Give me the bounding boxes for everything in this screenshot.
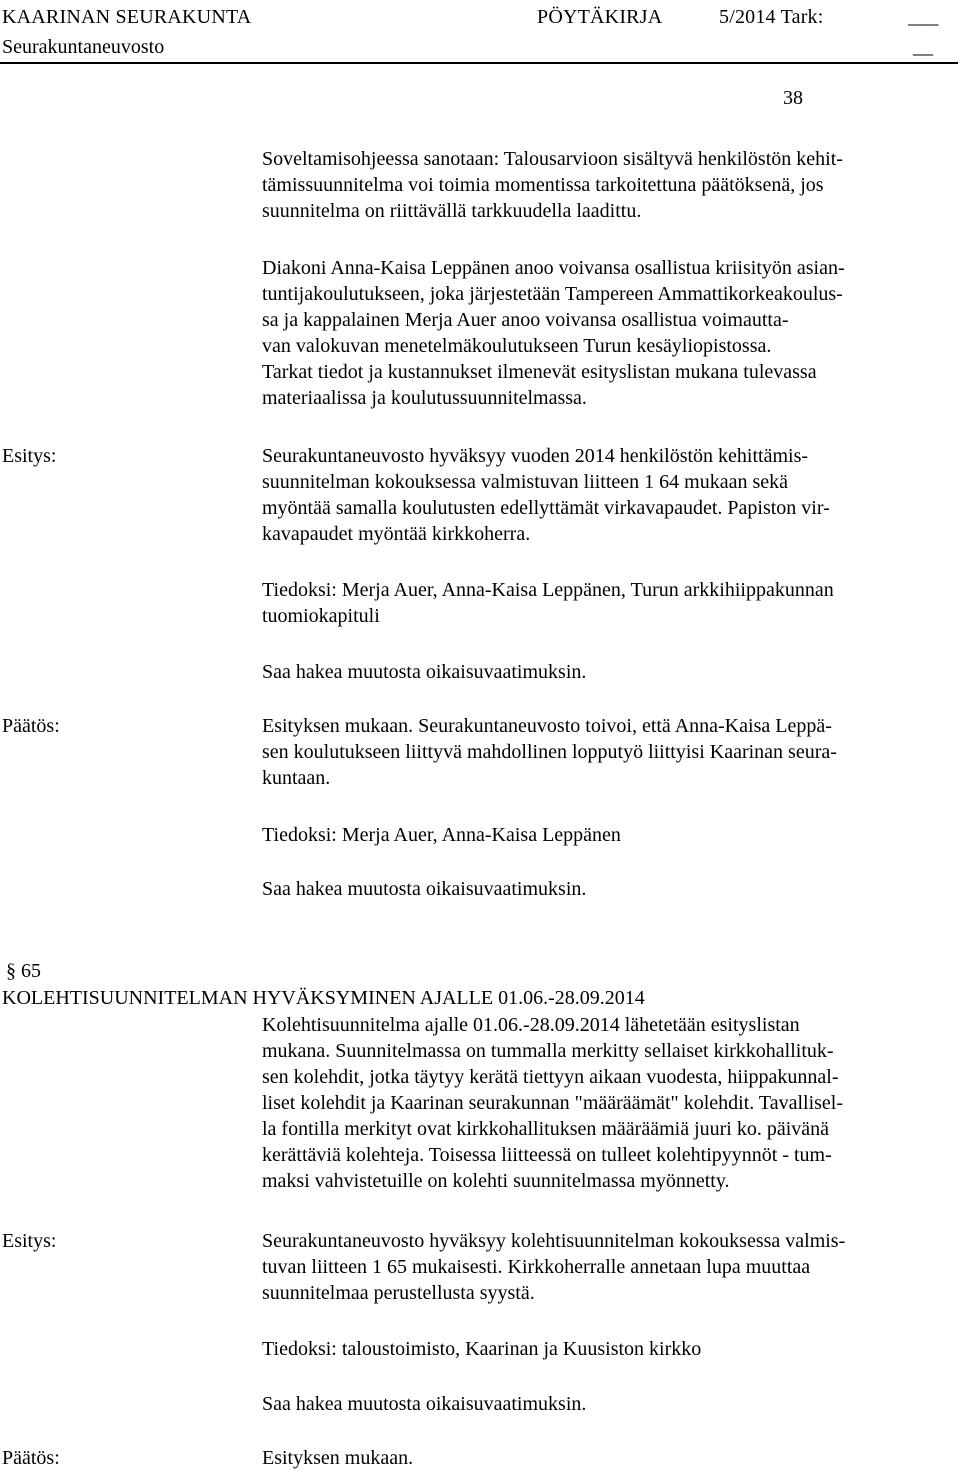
appeal-notice: Saa hakea muutosta oikaisuvaatimuksin. (262, 661, 587, 683)
decision-label-2: Päätös: (2, 1447, 60, 1469)
section-title: KOLEHTISUUNNITELMAN HYVÄKSYMINEN AJALLE 01.06.-28.09.2014 (2, 987, 645, 1009)
section-number: 65 (21, 960, 41, 982)
section-symbol: § (6, 960, 16, 982)
header-rule (0, 62, 958, 64)
notice-recipients: Tiedoksi: Merja Auer, Anna-Kaisa Leppänen, Turun arkkihiippakunnan tuomiokapituli (262, 579, 834, 627)
document-number: 5/2014 Tark: (719, 6, 824, 28)
page-number: 38 (783, 87, 803, 109)
training-request-paragraph: Diakoni Anna-Kaisa Leppänen anoo voivansa osallistua kriisityön asian- tuntijakoulutukseen, joka järjestetään Tampereen Ammattikorkeakoulus- sa ja kappalainen Merja Auer anoo voivansa osallistua voimautta- van valokuvan menetelmäkoulutukseen Turun kesäyliopistossa. Tarkat tiedot ja kustannukset ilmenevät esityslistan mukana tulevassa materiaalissa ja koulutussuunnitelmassa. (262, 257, 845, 409)
proposal-text-2: Seurakuntaneuvosto hyväksyy kolehtisuunnitelman kokouksessa valmis- tuvan liitteen 1 65 mukaisesti. Kirkkoherralle annetaan lupa muuttaa suunnitelmaa perustellusta syystä. (262, 1230, 846, 1304)
body-name: Seurakuntaneuvosto (2, 36, 165, 58)
decision-text: Esityksen mukaan. Seurakuntaneuvosto toivoi, että Anna-Kaisa Leppä- sen koulutukseen liittyvä mahdollinen lopputyö liittyisi Kaarinan seura- kuntaan. (262, 715, 837, 789)
proposal-label-2: Esitys: (2, 1230, 57, 1252)
document-type: PÖYTÄKIRJA (537, 6, 663, 28)
decision-label: Päätös: (2, 715, 60, 737)
parish-name: KAARINAN SEURAKUNTA (2, 6, 252, 28)
appeal-notice-3: Saa hakea muutosta oikaisuvaatimuksin. (262, 1393, 587, 1415)
inspection-blank: ___ (908, 6, 939, 28)
section-heading (6, 958, 41, 984)
notice-recipients-3: Tiedoksi: taloustoimisto, Kaarinan ja Kuusiston kirkko (262, 1338, 702, 1360)
decision-text-2: Esityksen mukaan. (262, 1447, 414, 1469)
notice-recipients-2: Tiedoksi: Merja Auer, Anna-Kaisa Leppänen (262, 824, 621, 846)
proposal-label: Esitys: (2, 445, 57, 467)
collection-plan-paragraph: Kolehtisuunnitelma ajalle 01.06.-28.09.2014 lähetetään esityslistan mukana. Suunnitelmassa on tummalla merkitty sellaiset kirkkohallituk- sen kolehdit, jotka täytyy kerätä tiettyyn aikaan vuodesta, hiippakunnal- liset kolehdit ja Kaarinan seurakunnan "määräämät" kolehdit. Tavallisel- la fontilla merkityt ovat kirkkohallituksen määräämiä juuri ko. päivänä kerättäviä kolehteja. Toisessa liitteessä on tulleet kolehtipyynnöt - tum- maksi vahvistetuille on kolehti suunnitelmassa myönnetty. (262, 1014, 844, 1192)
appeal-notice-2: Saa hakea muutosta oikaisuvaatimuksin. (262, 878, 587, 900)
inspection-blank-2: __ (913, 36, 933, 58)
intro-paragraph: Soveltamisohjeessa sanotaan: Talousarvioon sisältyvä henkilöstön kehit- tämissuunnitelma voi toimia momentissa tarkoitettuna päätöksenä, jos suunnitelma on riittävällä tarkkuudella laadittu. (262, 148, 843, 222)
proposal-text: Seurakuntaneuvosto hyväksyy vuoden 2014 henkilöstön kehittämis- suunnitelman kokouksessa valmistuvan liitteen 1 64 mukaan sekä myöntää samalla koulutusten edellyttämät virkavapaudet. Papiston vir- kavapaudet myöntää kirkkoherra. (262, 445, 830, 545)
